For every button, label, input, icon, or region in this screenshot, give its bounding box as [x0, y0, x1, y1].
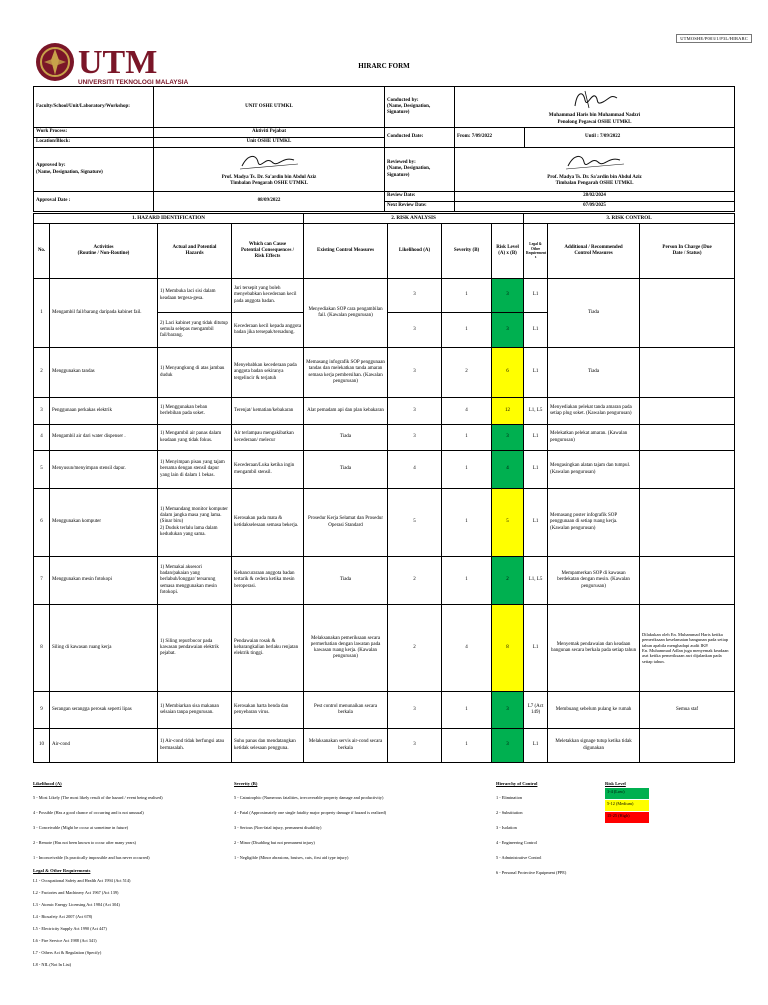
row-hazard: 1) Menyangkung di atas jambau duduk [158, 348, 232, 398]
reviewed-by-title: Timbalan Pengarah OSHE UTMKL [555, 181, 634, 187]
row-severity: 1 [442, 557, 492, 605]
reviewed-by-signature [560, 152, 630, 172]
row-risk-level: 3 [492, 729, 524, 763]
row-no: 9 [34, 692, 50, 729]
severity-item: 1 - Negligible (Minor abrasions, bruises, cuts, first aid type injury) [234, 854, 349, 860]
row-pic [640, 398, 735, 425]
work-process-label: Work Process: [34, 128, 154, 138]
hierarchy-legend [496, 781, 601, 885]
row-pic [640, 279, 735, 348]
utm-logo-text: UTM [78, 44, 158, 81]
row-additional: Tiada [548, 279, 640, 348]
approval-date-value: 08/09/2022 [154, 192, 385, 212]
row-no: 6 [34, 489, 50, 557]
legal-item: L4 - Biosafety Act 2007 (Act 678) [33, 913, 93, 919]
row-activity: Penggunaan perkakas elektrik [50, 398, 158, 425]
row-hazard: 1) Membuka laci sisi dalam keadaan tergesa-gesa. [158, 279, 232, 313]
row-existing: Pest control menunaikan secara berkala [304, 692, 388, 729]
table-row [34, 279, 735, 313]
conducted-date-label: Conducted Date: [385, 128, 455, 148]
row-likelihood: 3 [388, 398, 442, 425]
review-date-label: Review Date: [385, 192, 455, 202]
likelihood-item: 4 - Possible (Has a good chance of occurring and is not unusual) [33, 809, 144, 815]
row-additional: Tiada [548, 348, 640, 398]
likelihood-item: 1 - Inconceivable (Is practically impossible and has never occurred) [33, 854, 150, 860]
risk-level-legend [605, 781, 665, 824]
row-severity: 2 [442, 348, 492, 398]
row-legal: L1 [524, 489, 548, 557]
conducted-by-name: Muhammad Haris bin Muhammad Nadzri [548, 113, 641, 119]
row-consequence: Kehancuraraan anggota badan tertarik & cedera ketika mesin beroperasi. [232, 557, 304, 605]
row-risk-level: 3 [492, 279, 524, 313]
legal-item: L7 - Others Act & Regulation (Specify) [33, 949, 102, 955]
hierarchy-item: 3 - Isolation [496, 824, 517, 830]
row-pic [640, 557, 735, 605]
severity-legend-title: Severity (B) [234, 781, 258, 786]
likelihood-legend-title: Likelihood (A) [33, 781, 62, 786]
row-pic: Dilakukan oleh En. Muhammad Haris ketika pemeriksaan keselamatan bangunan pada setiap tahun apabila menghadapi audit IKP. En. Muhammad Adlan juga menyemak keadaan asrt ketika pemeriksaan asrt dijalankan pada setiap tahun. [640, 605, 735, 692]
row-hazard: 1) Menyimpan pisau yang tajam bersama dengan stensil dapur yang lain di dalam 1 bekas. [158, 451, 232, 489]
legal-requirements-legend [33, 868, 293, 974]
table-row [34, 451, 735, 489]
approved-by-signature [234, 152, 304, 172]
approval-date-label: Approval Date : [34, 192, 154, 212]
hierarchy-item: 6 - Personal Protective Equipment (PPE) [496, 869, 567, 875]
row-consequence: Kerosakan pada mata & ketidakselesaan semasa bekerja. [232, 489, 304, 557]
approved-by-label: Approved by: (Name, Designation, Signature) [34, 148, 154, 192]
approved-by-title: Timbalan Pengarah OSHE UTMKL [230, 181, 308, 187]
hierarchy-item: 5 - Administrative Control [496, 854, 542, 860]
col-risk-level: Risk Level (A) x (B) [492, 224, 524, 279]
row-severity: 1 [442, 729, 492, 763]
row-pic [640, 489, 735, 557]
row-risk-level: 4 [492, 451, 524, 489]
faculty-label: Faculty/School/Unit/Laboratory/Workshop: [34, 87, 154, 128]
document-id: UTMOSHE/P003/1/P3L/HIRARC [676, 34, 752, 43]
row-no: 4 [34, 425, 50, 451]
row-additional: Menyediakan pelekat tanda amaran pada setiap plug soket. (Kawalan pengurusan) [548, 398, 640, 425]
row-risk-level: 3 [492, 313, 524, 348]
likelihood-item: 3 - Conceivable (Might be occur at sometime in future) [33, 824, 129, 830]
row-activity: Menyusun/menyimpan stensil dapur. [50, 451, 158, 489]
row-activity: Mengambil fail/barang daripada kabinet fail. [50, 279, 158, 348]
table-row [34, 557, 735, 605]
row-severity: 1 [442, 451, 492, 489]
row-existing: Tiada [304, 425, 388, 451]
severity-item: 3 - Serious (Non-fatal injury, permanent disability) [234, 824, 322, 830]
row-existing: Tiada [304, 557, 388, 605]
row-no: 7 [34, 557, 50, 605]
reviewed-by-cell [455, 148, 735, 192]
row-severity: 4 [442, 398, 492, 425]
conducted-by-label: Conducted by: (Name, Designation, Signature) [385, 87, 455, 128]
section-risk-control: 3. RISK CONTROL [524, 214, 735, 224]
table-row [34, 692, 735, 729]
row-consequence: Menyebabkan kecederaan pada anggota badan sekiranya tergelincir & terjatuh [232, 348, 304, 398]
row-hazard: 1) Memandang monitor komputer dalam jangka masa yang lama. (Sinar biru) 2) Duduk terlalu lama dalam kedudukan yang sama. [158, 489, 232, 557]
risk-level-high: 15-25 (High) [605, 812, 649, 823]
row-no: 2 [34, 348, 50, 398]
row-activity: Air-cond [50, 729, 158, 763]
legal-item: L1 - Occupational Safety and Health Act 1994 (Act 514) [33, 877, 131, 883]
row-likelihood: 3 [388, 425, 442, 451]
row-risk-level: 5 [492, 489, 524, 557]
row-risk-level: 3 [492, 692, 524, 729]
reviewed-by-name: Prof. Madya Ts. Dr. Sa'ardin bin Abdul Aziz [547, 174, 642, 180]
row-activity: Menggunakan komputer [50, 489, 158, 557]
location-value: Unit OSHE UTMKL [154, 138, 385, 148]
row-legal: L7 (Act 149) [524, 692, 548, 729]
col-existing-control: Existing Control Measures [304, 224, 388, 279]
table-row [34, 489, 735, 557]
col-likelihood: Likelihood (A) [388, 224, 442, 279]
table-row [34, 729, 735, 763]
row-no: 8 [34, 605, 50, 692]
row-risk-level: 12 [492, 398, 524, 425]
hierarchy-item: 2 - Substitution [496, 809, 523, 815]
row-legal: L1 [524, 348, 548, 398]
row-hazard: 1) Membiarkan sisa makanan selsaian tanpa pengurusan. [158, 692, 232, 729]
row-additional: Menyemak pendawaian dan keadaan bangunan secara berkala pada setiap tahun [548, 605, 640, 692]
row-likelihood: 3 [388, 313, 442, 348]
row-likelihood: 3 [388, 348, 442, 398]
col-additional-control: Additional / Recommended Control Measures [548, 224, 640, 279]
row-no: 10 [34, 729, 50, 763]
hierarchy-legend-title: Hierarchy of Control [496, 781, 538, 786]
row-activity: Menggunakan tandas [50, 348, 158, 398]
col-no: No. [34, 224, 50, 279]
table-row [34, 425, 735, 451]
utm-logo-subtitle: UNIVERSITI TEKNOLOGI MALAYSIA [78, 79, 189, 86]
row-hazard: 1) Siling reput/bocor pada kawasan pendawaian elektrik pejabat. [158, 605, 232, 692]
col-person-in-charge: Person In Charge (Due Date / Status) [640, 224, 735, 279]
row-activity: Menggunakan mesin fotokopi [50, 557, 158, 605]
row-no: 5 [34, 451, 50, 489]
row-severity: 1 [442, 425, 492, 451]
faculty-value: UNIT OSHE UTMKL [154, 87, 385, 128]
row-additional: Membuang sebelum pulang ke rumah [548, 692, 640, 729]
row-hazard: 1) Memakai aksesori badan/pakaian yang berlabuh/longgar/ tersarung semasa menggunakan mesin fotokopi. [158, 557, 232, 605]
header-table [33, 86, 735, 212]
severity-legend [234, 781, 489, 870]
conducted-by-cell [455, 87, 735, 128]
form-title: HIRARC FORM [358, 62, 410, 70]
row-severity: 1 [442, 279, 492, 313]
risk-level-low: 1-4 (Low) [605, 788, 649, 799]
row-consequence: Pendawaian rosak & kebarangkalian berlaku renjatan elektrik tinggi. [232, 605, 304, 692]
row-existing: Melaksanakan servis air-cond secara berkala [304, 729, 388, 763]
row-legal: L1 [524, 313, 548, 348]
row-additional: Mengasingkan alatan tajam dan tumpul. (Kawalan pengurusan) [548, 451, 640, 489]
row-likelihood: 5 [388, 489, 442, 557]
row-no: 1 [34, 279, 50, 348]
row-no: 3 [34, 398, 50, 425]
approved-by-name: Prof. Madya Ts. Dr. Sa'ardin bin Abdul Aziz [221, 174, 317, 180]
row-activity: Serangan serangga perosak seperti lipas [50, 692, 158, 729]
row-additional: Memasang poster infografik SOP penggunaan di setiap ruang kerja. (Kawalan pengurusan) [548, 489, 640, 557]
approved-by-cell [154, 148, 385, 192]
section-hazard-identification: 1. HAZARD IDENTIFICATION [34, 214, 304, 224]
row-existing: Tiada [304, 451, 388, 489]
row-severity: 4 [442, 605, 492, 692]
conducted-by-signature [565, 88, 625, 110]
row-additional: Mempamerkan SOP di kawasan berdekatan dengan mesin. (Kawalan pengurusan) [548, 557, 640, 605]
row-risk-level: 8 [492, 605, 524, 692]
section-risk-analysis: 2. RISK ANALYSIS [304, 214, 524, 224]
reviewed-by-label: Reviewed by: (Name, Designation, Signature) [385, 148, 455, 192]
risk-level-medium: 5-12 (Medium) [605, 800, 649, 811]
legal-legend-title: Legal & Other Requirements [33, 868, 91, 873]
review-date-value: 28/02/2024 [455, 192, 735, 202]
legal-item: L5 - Electricity Supply Act 1990 (Act 447) [33, 925, 107, 931]
row-severity: 1 [442, 489, 492, 557]
row-hazard: 1) Mengambil air panas dalam keadaan yang tidak fokus. [158, 425, 232, 451]
location-label: Location/Block: [34, 138, 154, 148]
next-review-label: Next Review Date: [385, 202, 455, 212]
row-legal: L1, L5 [524, 557, 548, 605]
row-hazard: 1) Menggunakan beban berlebihan pada soket. [158, 398, 232, 425]
table-row [34, 605, 735, 692]
legal-item: L3 - Atomic Energy Licensing Act 1984 (Act 304) [33, 901, 120, 907]
row-existing: Alat pemadam api dan plan kebakaran [304, 398, 388, 425]
row-likelihood: 3 [388, 279, 442, 313]
row-likelihood: 3 [388, 692, 442, 729]
row-consequence: Suhu panas dan mendatangkan ketidak selesaan pengguna. [232, 729, 304, 763]
likelihood-item: 2 - Remote (Has not been known to occur after many years) [33, 839, 136, 845]
row-additional: Meletakkan signage tutup ketika tidak digunakan [548, 729, 640, 763]
severity-item: 4 - Fatal (Approximately one single fatality major property damage if hazard is realized) [234, 809, 387, 815]
row-likelihood: 4 [388, 451, 442, 489]
row-risk-level: 2 [492, 557, 524, 605]
conducted-until: Until : 7/09/2022 [525, 128, 735, 148]
row-consequence: Kecederaan kecil kepada anggota badan jika tersepak/tersadung. [232, 313, 304, 348]
conducted-from: From: 7/09/2022 [455, 128, 525, 148]
hierarchy-item: 1 - Elimination [496, 794, 523, 800]
row-existing: Melaksanakan pemeriksaan secara permerhatian dengan lawatan pada kawasan ruang kerja. (Kawalan pengurusan) [304, 605, 388, 692]
row-consequence: Terenjat/ kematian/kebakaran [232, 398, 304, 425]
row-risk-level: 6 [492, 348, 524, 398]
col-legal: Legal & Other Requirement s [524, 224, 548, 279]
col-activities: Activities (Routine / Non-Routine) [50, 224, 158, 279]
row-legal: L1 [524, 605, 548, 692]
col-consequence: Which can Cause Potential Consequences / Risk Effects [232, 224, 304, 279]
severity-item: 2 - Minor (Disabling but not permanent injury) [234, 839, 315, 845]
row-pic [640, 425, 735, 451]
row-likelihood: 2 [388, 557, 442, 605]
row-legal: L1 [524, 451, 548, 489]
row-legal: L1 [524, 425, 548, 451]
row-consequence: Kecederaan/Luka ketika ingin mengambil stensil. [232, 451, 304, 489]
row-severity: 1 [442, 313, 492, 348]
row-consequence: Jari tersepit yang boleh menyebabkan kecederaan kecil pada anggota badan. [232, 279, 304, 313]
row-existing: Prosedur Kerja Selamat dan Prosedur Operasi Standard [304, 489, 388, 557]
hirarc-table [33, 213, 735, 763]
col-hazards: Actual and Potential Hazards [158, 224, 232, 279]
table-row [34, 398, 735, 425]
row-likelihood: 2 [388, 605, 442, 692]
row-pic [640, 451, 735, 489]
row-risk-level: 3 [492, 425, 524, 451]
row-hazard: 1) Air-cond tidak berfungsi atau bermasalah. [158, 729, 232, 763]
row-legal: L1 [524, 279, 548, 313]
hierarchy-item: 4 - Engineering Control [496, 839, 537, 845]
row-pic [640, 348, 735, 398]
row-additional: Melekatkan pelekat amaran. (Kawalan pengurusan) [548, 425, 640, 451]
likelihood-item: 5 - Most Likely (The most likely result of the hazard / event being realised) [33, 794, 163, 800]
row-activity: Siling di kawasan ruang kerja [50, 605, 158, 692]
row-legal: L1 [524, 729, 548, 763]
conducted-by-title: Penolong Pegawai OSHE UTMKL [557, 119, 632, 125]
col-severity: Severity (B) [442, 224, 492, 279]
row-consequence: Air terlampau mengakibatkan kecederaan/ melecur [232, 425, 304, 451]
risk-level-legend-title: Risk Level [605, 781, 626, 786]
row-existing: Memasang infografik SOP penggunaan tandas dan melekatkan tanda amaran semasa kerja pembersihan. (Kawalan pengurusan) [304, 348, 388, 398]
row-likelihood: 3 [388, 729, 442, 763]
row-consequence: Kerosakan harta benda dan penyebaran virus. [232, 692, 304, 729]
likelihood-legend [33, 781, 233, 870]
row-hazard: 2) Laci kabinet yang tidak ditutup semula selepas mengambil fail/barang. [158, 313, 232, 348]
next-review-value: 07/09/2025 [455, 202, 735, 212]
row-existing: Menyediakan SOP cara pengambilan fail. (Kawalan pengurusan) [304, 279, 388, 348]
work-process-value: Aktiviti Pejabat [154, 128, 385, 138]
legal-item: L6 - Fire Service Act 1988 (Act 341) [33, 937, 97, 943]
legal-item: L2 - Factories and Machinery Act 1967 (Act 139) [33, 889, 119, 895]
row-pic [640, 729, 735, 763]
row-pic: Semua staf [640, 692, 735, 729]
severity-item: 5 - Catastrophic (Numerous fatalities, irrecoverable property damage and productivity) [234, 794, 384, 800]
row-activity: Mengambil air dari water dispenser . [50, 425, 158, 451]
table-row [34, 348, 735, 398]
row-legal: L1, L5 [524, 398, 548, 425]
legal-item: L8 - NIL (Not In List) [33, 961, 72, 967]
row-severity: 1 [442, 692, 492, 729]
